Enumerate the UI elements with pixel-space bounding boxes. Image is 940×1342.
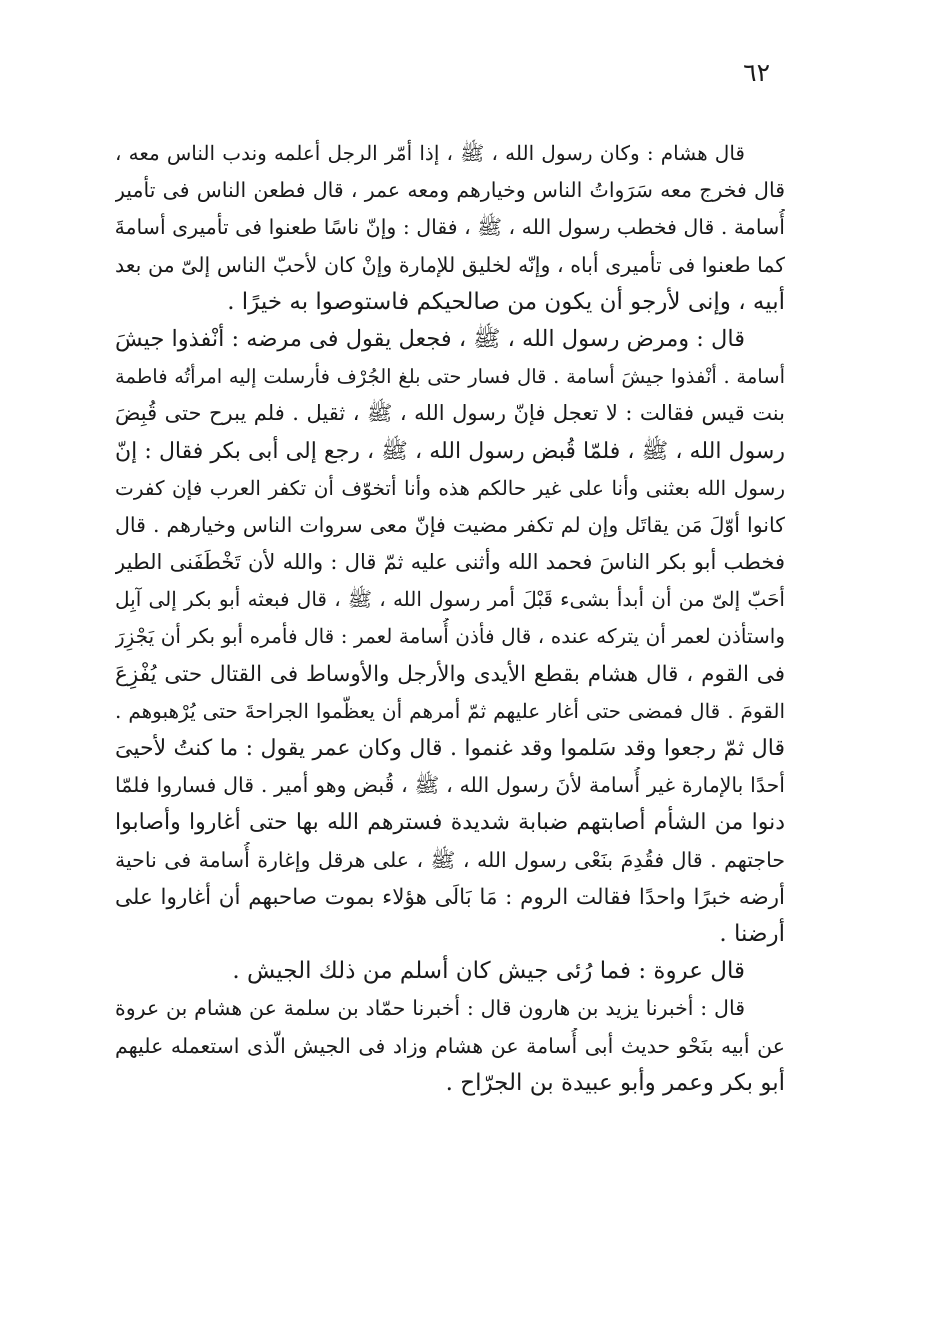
body-text	[115, 135, 785, 1102]
text-line: بنت قيس فقالت : لا تعجل فإنّ رسول الله ، ﷺ ، ثقيل . فلم يبرح حتى قُبِضَ	[115, 401, 785, 426]
text-line: كما طعنوا فى تأميرى أباه ، وإنّه لخليق للإمارة وإنْ كان لأحبّ الناس إلىّ من بعد	[115, 252, 785, 277]
text-line: واستأذن لعمر أن يتركه عنده ، قال فأذن أُسامة لعمر : قال فأمره أبو بكر أن يَجْزِرَ	[115, 624, 785, 649]
text-line: أبيه ، وإنى لأرجو أن يكون من صالحيكم فاستوصوا به خيرًا .	[227, 288, 785, 315]
paragraph-1	[115, 135, 785, 321]
text-line: كانوا أوّلَ مَن يقاتَل وإن لم تكفر مضيت فإنّ معى سروات الناس وخيارهم . قال	[115, 512, 785, 537]
text-line: دنوا من الشأم أصابتهم ضبابة شديدة فسترهم الله بها حتى أغاروا وأصابوا	[115, 810, 785, 836]
text-line: أُسامة . قال فخطب رسول الله ، ﷺ ، فقال : وإنّ ناسًا طعنوا فى تأميرى أسامةَ	[115, 215, 785, 240]
text-line: أحَبّ إلىّ من أن أبدأ بشىء قَبْلَ أمر رسول الله ، ﷺ ، قال فبعثه أبو بكر إلى آبِل	[115, 587, 785, 612]
paragraph-3	[115, 953, 785, 990]
text-line: حاجتهم . قال فقُدِمَ بنَعْى رسول الله ، ﷺ ، على هرقل وإغارة أُسامة فى ناحية	[115, 847, 785, 872]
page-number: ٦٢	[743, 58, 770, 87]
text-line: أسامة . أنْفذوا جيشَ أسامة . قال فسار حتى بلغ الجُرْف فأرسلت إليه امرأتُه فاطمة	[115, 365, 785, 389]
text-line: أرضنا .	[719, 920, 785, 947]
text-line: فخطب أبو بكر الناسَ فحمد الله وأثنى عليه ثمّ قال : والله لأن تَخْطَفَنى الطير	[115, 550, 785, 575]
text-line: رسول الله بعثنى وأنا على غير حالكم هذه وأنا أتخوّف أن تكفر العرب فإن كفرت	[115, 475, 785, 500]
text-line: قال عروة : فما رُئى جيش كان أسلم من ذلك الجيش .	[232, 958, 745, 985]
text-line: قال ثمّ رجعوا وقد سَلموا وقد غنموا . قال وكان عمر يقول : ما كنتُ لأحيىَ	[115, 736, 785, 761]
text-line: أرضه خبرًا واحدًا فقالت الروم : مَا بَالَى هؤلاء بموت صاحبهم أن أغاروا على	[115, 884, 785, 910]
paragraph-4	[115, 990, 785, 1102]
text-line: رسول الله ، ﷺ ، فلمّا قُبض رسول الله ، ﷺ ، رجع إلى أبى بكر فقال : إنّ	[115, 438, 785, 464]
text-line: فى القوم ، قال هشام بقطع الأيدى والأرجل والأوساط فى القتال حتى يُفْزِعَ	[115, 661, 785, 687]
text-line: قال هشام : وكان رسول الله ، ﷺ ، إذا أمّر الرجل أعلمه وندب الناس معه ،	[115, 141, 745, 165]
text-line: أحدًا بالإمارة غير أُسامة لأنَ رسول الله ، ﷺ ، قُبض وهو أمير . قال فساروا فلمّا	[115, 773, 785, 798]
text-line: قال : أخبرنا يزيد بن هارون قال : أخبرنا حمّاد بن سلمة عن هشام بن عروة	[115, 996, 745, 1021]
text-line: عن أبيه بنَحْو حديث أبى أُسامة عن هشام وزاد فى الجيش الّذى استعمله عليهم	[115, 1033, 785, 1058]
paragraph-2	[115, 321, 785, 953]
text-line: أبو بكر وعمر وأبو عبيدة بن الجرّاح .	[445, 1069, 785, 1096]
text-line: قال : ومرض رسول الله ، ﷺ ، فجعل يقول فى مرضه : أنْفذوا جيشَ	[115, 325, 745, 352]
text-line: القومَ . قال فمضى حتى أغار عليهم ثمّ أمرهم أن يعظّموا الجراحةَ حتى يُرْهبوهم .	[115, 698, 785, 723]
text-line: قال فخرج معه سَرَواتُ الناس وخيارهم ومعه عمر ، قال فطعن الناس فى تأمير	[115, 178, 785, 203]
